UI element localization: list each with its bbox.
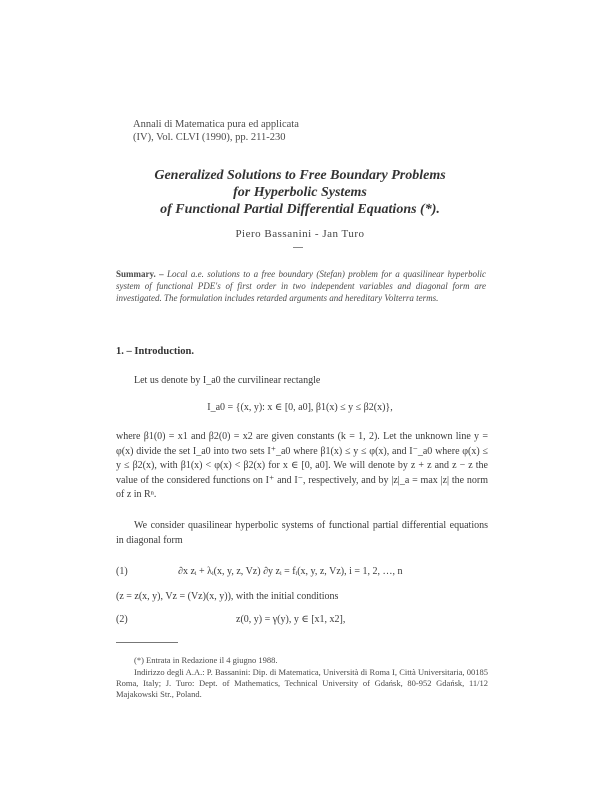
footnote-received: (*) Entrata in Redazione il 4 giugno 1988.: [134, 655, 278, 665]
title-line-2: for Hyperbolic Systems: [233, 185, 367, 200]
journal-name: Annali di Matematica pura ed applicata: [133, 119, 299, 130]
footnote-address: Indirizzo degli A.A.: P. Bassanini: Dip. di Matematica, Università di Roma I, Città Universitaria, 00185 Roma, Italy; J. Turo: Dept. of Mathematics, Technical University of Gdańsk, 80-952 Gdańsk, 11/12 Majakowski Str., Poland.: [116, 667, 488, 699]
equation-2: z(0, y) = γ(y), y ∈ [x1, x2],: [236, 614, 346, 625]
equation-1: ∂x zᵢ + λᵢ(x, y, z, Vz) ∂y zᵢ = fᵢ(x, y, z, Vz), i = 1, 2, …, n: [178, 566, 403, 577]
equation-1-number: (1): [116, 566, 128, 577]
footnote-rule: [116, 642, 178, 643]
summary-text: Local a.e. solutions to a free boundary (Stefan) problem for a quasilinear hyperbolic system of functional PDE's of first order in two independent variables and diagonal form are investigated. The formulation includes retarded arguments and hereditary Volterra terms.: [116, 269, 486, 303]
title-line-1: Generalized Solutions to Free Boundary Problems: [154, 168, 446, 183]
paragraph-4: (z = z(x, y), Vz = (Vz)(x, y)), with the initial conditions: [116, 591, 339, 602]
summary: [116, 268, 486, 304]
paragraph-3: We consider quasilinear hyperbolic systems of functional partial differential equations in diagonal form: [116, 520, 488, 546]
authors: Piero Bassanini - Jan Turo: [235, 228, 365, 240]
author-rule: [293, 247, 303, 248]
equation-2-number: (2): [116, 614, 128, 625]
summary-label: Summary. –: [116, 269, 164, 279]
equation-rectangle: I_a0 = {(x, y): x ∈ [0, a0], β1(x) ≤ y ≤ β2(x)},: [207, 402, 393, 413]
journal-volume: (IV), Vol. CLVI (1990), pp. 211-230: [133, 132, 286, 143]
paragraph-1: Let us denote by I_a0 the curvilinear rectangle: [134, 375, 321, 386]
section-heading: 1. – Introduction.: [116, 346, 194, 357]
title-line-3: of Functional Partial Differential Equations (*).: [160, 202, 440, 217]
paragraph-2: where β1(0) = x1 and β2(0) = x2 are given constants (k = 1, 2). Let the unknown line y = φ(x) divide the set I_a0 into two sets I⁺_a0 where β1(x) ≤ y ≤ φ(x), and I⁻_a0 where φ(x) ≤ y ≤ β2(x), with β1(x) < φ(x) < β2(x) for x ∈ [0, a0]. We will denote by z + z and z − z the value of the considered functions on I⁺ and I⁻, respectively, and by |z|_a = max |z| the norm of z in Rⁿ.: [116, 431, 488, 500]
